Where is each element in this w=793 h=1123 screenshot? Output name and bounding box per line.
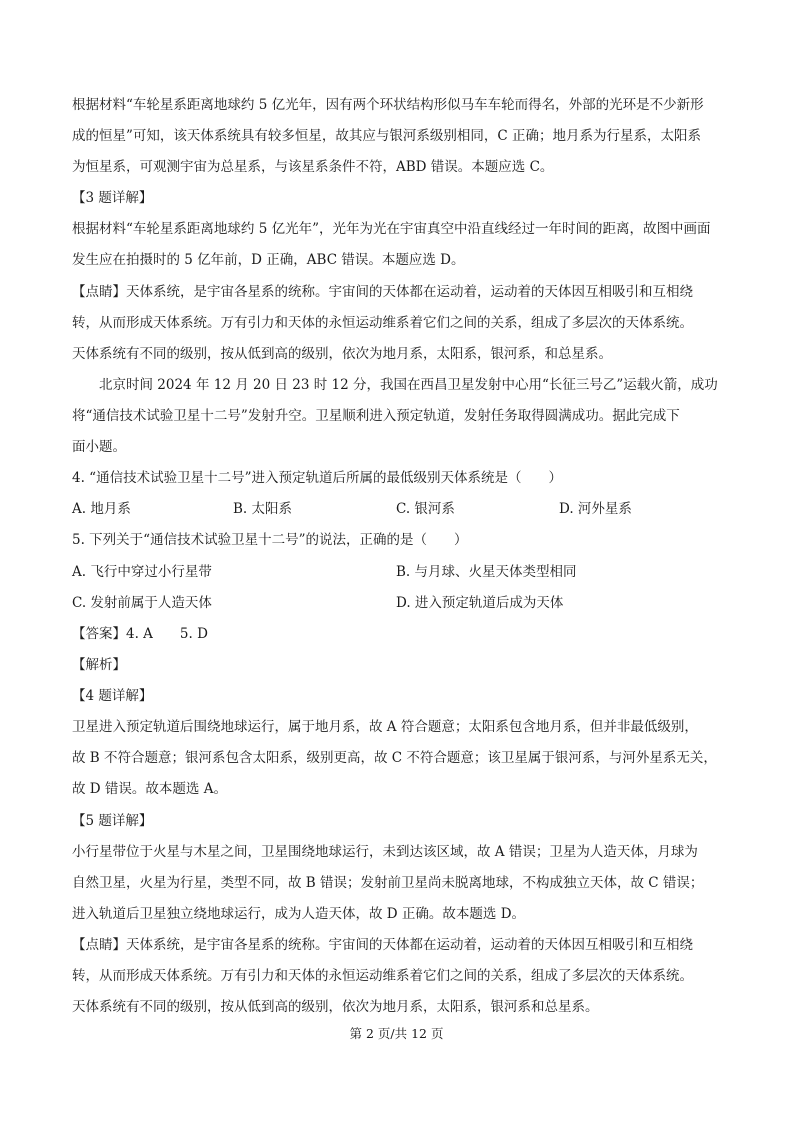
question-4: 4. “通信技术试验卫星十二号”进入预定轨道后所属的最低级别天体系统是（ ）: [72, 470, 562, 486]
paragraph-line: 自然卫星，火星为行星，类型不同，故 B 错误；发射前卫星尚未脱离地球，不构成独立天体，故 C 错误；: [72, 875, 704, 891]
paragraph-line: 小行星带位于火星与木星之间，卫星围绕地球运行，未到达该区域，故 A 错误；卫星为人造天体，月球为: [72, 844, 698, 860]
paragraph-line: 根据材料“车轮星系距离地球约 5 亿光年”，光年为光在宇宙真空中沿直线经过一年时间的距离，故图中画面: [72, 221, 711, 237]
section-heading-q3: 【3 题详解】: [72, 190, 153, 206]
q4-option-c: C. 银河系: [396, 501, 455, 517]
paragraph-line: 进入轨道后卫星独立绕地球运行，成为人造天体，故 D 正确。故本题选 D。: [72, 906, 526, 922]
paragraph-line: 面小题。: [72, 439, 126, 455]
paragraph-line: 成的恒星”可知，该天体系统具有较多恒星，故其应与银河系级别相同，C 正确；地月系为行星系，太阳系: [72, 128, 702, 144]
paragraph-line: 故 B 不符合题意；银河系包含太阳系，级别更高，故 C 不符合题意；该卫星属于银河系，与河外星系无关，: [72, 750, 717, 766]
paragraph-line: 发生应在拍摄时的 5 亿年前，D 正确，ABC 错误。本题应选 D。: [72, 252, 465, 268]
q5-option-a: A. 飞行中穿过小行星带: [72, 564, 212, 580]
q4-option-a: A. 地月系: [72, 501, 131, 517]
paragraph-line: 北京时间 2024 年 12 月 20 日 23 时 12 分，我国在西昌卫星发射中心用“长征三号乙”运载火箭，成功: [99, 377, 718, 393]
paragraph-line: 转，从而形成天体系统。万有引力和天体的永恒运动维系着它们之间的关系，组成了多层次的天体系统。: [72, 968, 693, 984]
paragraph-line: 将“通信技术试验卫星十二号”发射升空。卫星顺利进入预定轨道，发射任务取得圆满成功。据此完成下: [72, 408, 680, 424]
q4-option-d: D. 河外星系: [559, 501, 632, 517]
page-footer: 第 2 页/共 12 页: [349, 1026, 444, 1041]
answer-line: 【答案】4. A 5. D: [72, 626, 208, 642]
question-5: 5. 下列关于“通信技术试验卫星十二号”的说法，正确的是（ ）: [72, 532, 468, 548]
paragraph-line: 【点睛】天体系统，是宇宙各星系的统称。宇宙间的天体都在运动着，运动着的天体因互相吸引和互相绕: [72, 284, 693, 300]
paragraph-line: 根据材料“车轮星系距离地球约 5 亿光年，因有两个环状结构形似马车车轮而得名，外部的光环是不少新形: [72, 97, 704, 113]
q5-option-d: D. 进入预定轨道后成为天体: [396, 595, 564, 611]
analysis-heading: 【解析】: [72, 657, 126, 673]
q4-option-b: B. 太阳系: [233, 501, 293, 517]
section-heading-q4: 【4 题详解】: [72, 688, 153, 704]
section-heading-q5: 【5 题详解】: [72, 813, 153, 829]
paragraph-line: 转，从而形成天体系统。万有引力和天体的永恒运动维系着它们之间的关系，组成了多层次的天体系统。: [72, 315, 693, 331]
paragraph-line: 天体系统有不同的级别，按从低到高的级别，依次为地月系，太阳系，银河系，和总星系。: [72, 346, 612, 362]
q5-option-b: B. 与月球、火星天体类型相同: [396, 564, 577, 580]
paragraph-line: 天体系统有不同的级别，按从低到高的级别，依次为地月系，太阳系，银河系和总星系。: [72, 999, 599, 1015]
paragraph-line: 【点睛】天体系统，是宇宙各星系的统称。宇宙间的天体都在运动着，运动着的天体因互相吸引和互相绕: [72, 937, 693, 953]
paragraph-line: 故 D 错误。故本题选 A。: [72, 781, 227, 797]
q5-option-c: C. 发射前属于人造天体: [72, 595, 212, 611]
paragraph-line: 卫星进入预定轨道后围绕地球运行，属于地月系，故 A 符合题意；太阳系包含地月系，但并非最低级别，: [72, 719, 698, 735]
paragraph-line: 为恒星系，可观测宇宙为总星系，与该星系条件不符，ABD 错误。本题应选 C。: [72, 159, 554, 175]
